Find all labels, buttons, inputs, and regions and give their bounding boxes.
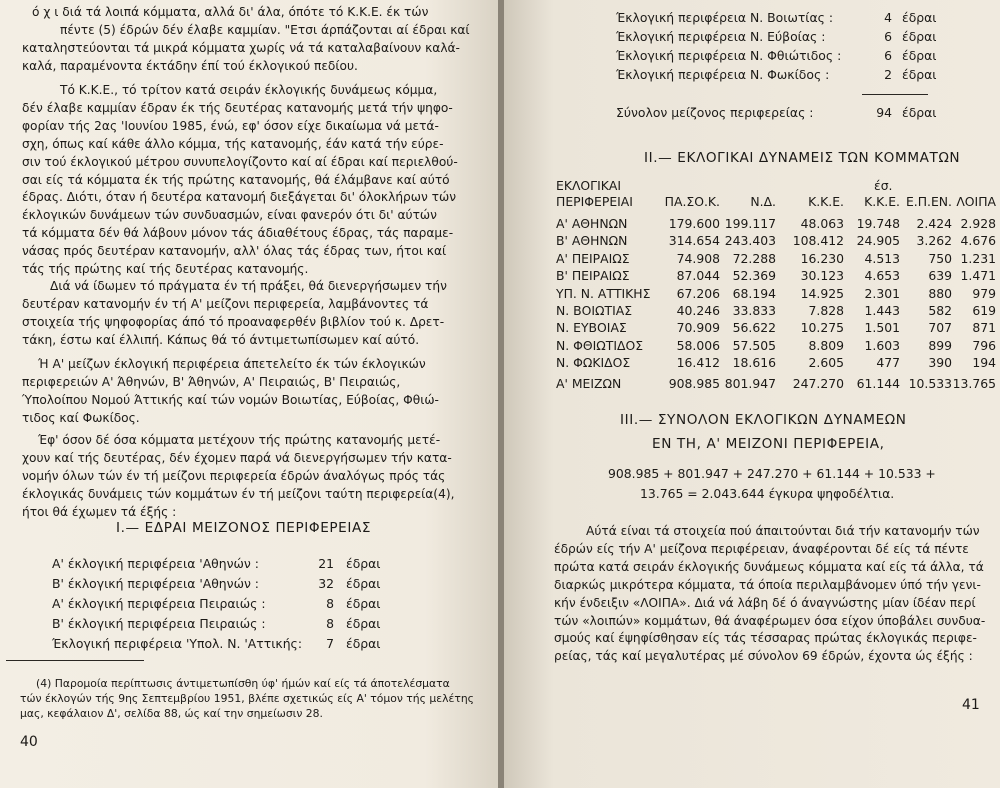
votes-cell: 72.288 <box>732 250 776 266</box>
column-header: ΠΕΡΙΦΕΡΕΙΑΙ <box>556 194 633 209</box>
left-paragraph-3: Διά νά ίδωμεν τό πράγματα έν τή πράξει, θά διενεργήσωμεν τήν δευτέραν κατανομήν έν τή Α' μείζονι περιφερεία, λαμβάνοντες τά στοιχεία τής ψηφοφορίας άπό τό προαναφερθέν βιβλίον τού κ. Δρετ- τάκη, έστω καί έλλιπή. Κάπως θά τό άντιμετωπίσωμεν καί αύτό. <box>22 279 447 347</box>
left-paragraph-4: Ή Α' μείζων έκλογική περιφέρεια άπετελείτο έκ τών έκλογικών περιφερειών Α' Άθηνών, Β' Άθηνών, Α' Πειραιώς, Β' Πειραιώς, Ύπολοίπου Νομού Άττικής καί τών νομών Βοιωτίας, Εύβοίας, Φθιώ- τιδος καί Φωκίδος. <box>22 357 439 425</box>
region-cell: Ν. ΦΩΚΙΔΟΣ <box>556 355 631 371</box>
votes-cell: 30.123 <box>800 268 844 284</box>
votes-cell: 1.501 <box>864 320 900 336</box>
region-cell: Β' ΠΕΙΡΑΙΩΣ <box>556 268 630 284</box>
left-paragraph-2: Τό Κ.Κ.Ε., τό τρίτον κατά σειράν έκλογικής δυνάμεως κόμμα, δέν έλαβε καμμίαν έδραν έκ τής δευτέρας κατανομής μετά τήν ψηφο- φορίαν τής 2ας 'Ιουνίου 1985, ένώ, εφ' όσον είχε δικαίωμα νά μετά- σχη, όπως καί κάθε άλλο κόμμα, τής κατανομής, έάν κατά τήν εύρε- σιν τού έκλογικού μέτρου συνυπελογίζοντο καί αί έδραι καί περιελθού- σαι είς τά κόμματα έκ τής πρώτης κατανομής, θά έλάμβανε καί αύτό έδρας. Διότι, όταν ή δευτέρα κατανομή διεξάγεται δι' όλοκλήρων τών έκλογικών δυνάμεων τών συνδυασμών, είναι φανερόν ότι δι' αύτών τά κόμματα δέν θά λάβουν μόνον τάς άδιαθέτους έδρας, τάς παραμε- νάσας πρός δευτέραν κατανομήν, αλλ' όλας τάς έδρας των, ήτοι καί τάς τής πρώτης καί τής δευτέρας κατανομής. <box>22 83 458 277</box>
votes-cell: 74.908 <box>676 250 720 266</box>
votes-cell: 1.443 <box>864 303 900 318</box>
votes-cell: 87.044 <box>676 268 720 284</box>
sum-line-1: 908.985 + 801.947 + 247.270 + 61.144 + 10.533 + <box>608 466 936 481</box>
right-paragraph: Αύτά είναι τά στοιχεία πού άπαιτούνται διά τήν κατανομήν τών έδρών είς τήν Α' μείζονα περιφέρειαν, άναφέρονται δέ είς τά πέντε πρώτα κατά σειράν έκλογικής δυνάμεως κόμματα καί είς τά άλλα, τά διαρκώς μικρότερα κόμματα, τά όποία περιλαμβάνομεν ύπό τήν γενι- κήν ένδειξιν «ΛΟΙΠΑ». Διά νά λάβη δέ ό άναγνώστης μίαν ίδέαν περί τών «λοιπών» κομμάτων, θά άναφέρωμεν όσα είχον ύποβάλει συνδυα- σμούς καί έψηφίσθησαν είς τάς τέσσαρας πρώτας έκλογικάς περιφε- ρείας, τάς καί μεγαλυτέρας μέ σύνολον 69 έδρών, έχοντα ώς έξής : <box>554 524 986 664</box>
votes-cell: 314.654 <box>668 233 720 249</box>
footnote: (4) Παρομοία περίπτωσις άντιμετωπίσθη ύφ' ήμών καί είς τά άποτελέσματα τών έκλογών τής 9ης Σεπτεμβρίου 1951, βλέπε σχετικώς είς Α' τόμον τής μελέτης μας, κεφάλαιον Δ', σελίδα 88, ώς καί την σημείωσιν 28. <box>20 677 475 720</box>
forces-heading: ΙΙ.— ΕΚΛΟΓΙΚΑΙ ΔΥΝΑΜΕΙΣ ΤΩΝ ΚΟΜΜΑΤΩΝ <box>644 150 961 166</box>
column-header: ΠΑ.ΣΟ.Κ. <box>664 194 720 209</box>
votes-cell: 707 <box>928 320 952 336</box>
left-paragraph-1: ό χ ι διά τά λοιπά κόμματα, αλλά δι' άλα, όπότε τό Κ.Κ.Ε. έκ τών πέντε (5) έδρών δέν έλαβε καμμίαν. "Ετσι άρπάζονται αί έδραι καί καταληστεύονται τά μικρά κόμματα χωρίς νά τά καταλαβαίνουν καλά- καλά, παραμένοντα έκτάδην έπί τού έκλογικού πεδίου. <box>22 5 470 73</box>
votes-cell: 2.301 <box>864 285 900 301</box>
votes-cell: 68.194 <box>732 285 776 301</box>
totals-heading-1: ΙΙΙ.— ΣΥΝΟΛΟΝ ΕΚΛΟΓΙΚΩΝ ΔΥΝΑΜΕΩΝ <box>620 412 907 428</box>
votes-cell: 16.412 <box>676 355 720 371</box>
region-cell: Β' ΑΘΗΝΩΝ <box>556 233 628 249</box>
votes-cell: 880 <box>928 285 952 301</box>
region-cell: Ν. ΦΘΙΩΤΙΔΟΣ <box>556 337 644 353</box>
votes-cell: 390 <box>928 355 952 371</box>
votes-cell: 4.513 <box>864 250 900 266</box>
votes-cell: 40.246 <box>676 303 720 318</box>
votes-cell: 48.063 <box>800 216 844 231</box>
votes-cell: 67.206 <box>676 285 720 301</box>
votes-cell: 582 <box>928 303 952 318</box>
votes-cell: 8.809 <box>808 337 844 353</box>
votes-cell: 2.605 <box>808 355 844 371</box>
votes-cell: 796 <box>972 337 996 353</box>
seats-heading: Ι.— ΕΔΡΑΙ ΜΕΙΖΟΝΟΣ ΠΕΡΙΦΕΡΕΙΑΣ <box>116 520 372 536</box>
votes-cell: 24.905 <box>856 233 900 249</box>
votes-cell: 1.603 <box>864 337 900 353</box>
region-cell: Ν. ΒΟΙΩΤΙΑΣ <box>556 303 633 318</box>
votes-cell: 199.117 <box>724 216 776 231</box>
votes-cell: 979 <box>972 285 996 301</box>
votes-cell: 18.616 <box>732 355 776 371</box>
votes-cell: 194 <box>972 355 996 371</box>
column-header: Κ.Κ.Ε. <box>808 194 844 209</box>
region-cell: Α' ΑΘΗΝΩΝ <box>556 216 628 231</box>
votes-cell: 70.909 <box>676 320 720 336</box>
left-paragraph-5: Έφ' όσον δέ όσα κόμματα μετέχουν τής πρώτης κατανομής μετέ- χουν καί τής δευτέρας, δέν έχομεν παρά νά διενεργήσωμεν τήν κατα- νομήν όλων τών έν τή μείζονι περιφερεία έδρών άναλόγως πρός τάς έκλογικάς δυνάμεις τών κομμάτων έν τή μείζονι ταύτη περιφερεία(4), ήτοι θά έχωμεν τά έξής : <box>22 433 455 519</box>
votes-cell: 16.230 <box>800 250 844 266</box>
footnote-rule <box>6 660 144 661</box>
votes-cell: 3.262 <box>916 233 952 249</box>
column-header: Ν.Δ. <box>750 194 776 209</box>
column-header: Κ.Κ.Ε. <box>864 194 900 209</box>
votes-cell: 58.006 <box>676 337 720 353</box>
votes-cell: 4.676 <box>960 233 996 249</box>
votes-cell: 243.403 <box>724 233 776 249</box>
votes-cell: 108.412 <box>792 233 844 249</box>
sum-line-2: 13.765 = 2.043.644 έγκυρα ψηφοδέλτια. <box>640 486 895 501</box>
votes-cell: 1.231 <box>960 250 996 266</box>
right-page: Έκλογική περιφέρεια Ν. Βοιωτίας : 4 έδραι Έκλογική περιφέρεια Ν. Εύβοίας : 6 έδραι Έκλογική περιφέρεια Ν. Φθιώτιδος : 6 έδραι Έκλογική περιφέρεια Ν. Φωκίδος : 2 έδραι Σύνολον μείζονος περιφερείας : 94 έδραι ΙΙ.— ΕΚΛΟΓΙΚΑΙ ΔΥΝΑΜΕΙΣ ΤΩΝ ΚΟΜΜΑΤΩΝ ΕΚΛΟΓΙΚΑΙ έσ. ΠΕΡΙΦΕΡΕΙΑΙ ΠΑ.ΣΟ.Κ. Ν.Δ. Κ.Κ.Ε. Κ.Κ.Ε. Ε.Π.ΕΝ. ΛΟΙΠΑ Α' ΑΘΗΝΩΝ 179.600 199.117 48.063 19.748 2.424 2.928 Β' ΑΘΗΝΩΝ 314.654 243.403 108.412 24.905 3.262 4.676 Α' ΠΕΙΡΑΙΩΣ 74.908 72.288 16.230 4.513 750 1.231 Β' ΠΕΙΡΑΙΩΣ 87.044 52.369 30.123 4.653 639 1.471 ΥΠ. Ν. ΑΤΤΙΚΗΣ 67.206 68.194 14.925 2.301 880 979 Ν. ΒΟΙΩΤΙΑΣ 40.246 33.833 7.828 1.443 582 619 Ν. ΕΥΒΟΙΑΣ 70.909 56.622 10.275 1.501 707 871 Ν. ΦΘΙΩΤΙΔΟΣ 58.006 57.505 8.809 1.603 899 796 Ν. ΦΩΚΙΔΟΣ 16.412 18.616 2.605 477 390 194 Α' ΜΕΙΖΩΝ 908.985 801.947 247.270 61.144 10.533 13.765 ΙΙΙ.— ΣΥΝΟΛΟΝ ΕΚΛΟΓΙΚΩΝ ΔΥΝΑΜΕΩΝ ΕΝ ΤΗ, Α' ΜΕΙΖΟΝΙ ΠΕΡΙΦΕΡΕΙΑ, 908.985 + 801.947 + 247.270 + 61.144 + 10.533 + 13.765 = 2.043.644 έγκυρα ψηφοδέλτια. Αύτά είναι τά στοιχεία πού άπαιτούνται διά τήν κατανομήν τών έδρών είς τήν Α' μείζονα περιφέρειαν, άναφέρονται δέ είς τά πέντε πρώτα κατά σειράν έκλογικής δυνάμεως κόμματα καί είς τά άλλα, τά διαρκώς μικρότερα κόμματα, τά όποία περιλαμβάνομεν ύπό τήν γενι- κήν ένδειξιν «ΛΟΙΠΑ». Διά νά λάβη δέ ό άναγνώστης μίαν ίδέαν περί τών «λοιπών» κομμάτων, θά άναφέρωμεν όσα είχον ύποβάλει συνδυα- σμούς καί έψηφίσθησαν είς τάς τέσσαρας πρώτας έκλογικάς περιφε- ρείας, τάς καί μεγαλυτέρας μέ σύνολον 69 έδρών, έχοντα ώς έξής : 41 <box>504 0 1000 788</box>
column-header: Ε.Π.ΕΝ. <box>905 194 952 209</box>
votes-cell: 1.471 <box>960 268 996 284</box>
votes-cell: 7.828 <box>808 303 844 318</box>
left-page: ό χ ι διά τά λοιπά κόμματα, αλλά δι' άλα, όπότε τό Κ.Κ.Ε. έκ τών πέντε (5) έδρών δέν έλαβε καμμίαν. "Ετσι άρπάζονται αί έδραι καί καταληστεύονται τά μικρά κόμματα χωρίς νά τά καταλαβαίνουν καλά- καλά, παραμένοντα έκτάδην έπί τού έκλογικού πεδίου. Τό Κ.Κ.Ε., τό τρίτον κατά σειράν έκλογικής δυνάμεως κόμμα, δέν έλαβε καμμίαν έδραν έκ τής δευτέρας κατανομής μετά τήν ψηφο- φορίαν τής 2ας 'Ιουνίου 1985, ένώ, εφ' όσον είχε δικαίωμα νά μετά- σχη, όπως καί κάθε άλλο κόμμα, τής κατανομής, έάν κατά τήν εύρε- σιν τού έκλογικού μέτρου συνυπελογίζοντο καί αί έδραι καί περιελθού- σαι είς τά κόμματα έκ τής πρώτης κατανομής, θά έλάμβανε καί αύτό έδρας. Διότι, όταν ή δευτέρα κατανομή διεξάγεται δι' όλοκλήρων τών έκλογικών δυνάμεων τών συνδυασμών, είναι φανερόν ότι δι' αύτών τά κόμματα δέν θά λάβουν μόνον τάς άδιαθέτους έδρας, τάς παραμε- νάσας πρός δευτέραν κατανομήν, αλλ' όλας τάς έδρας των, ήτοι καί τάς τής πρώτης καί τής δευτέρας κατανομής. Διά νά ίδωμεν τό πράγματα έν τή πράξει, θά διενεργήσωμεν τήν δευτέραν κατανομήν έν τή Α' μείζονι περιφερεία, λαμβάνοντες τά στοιχεία τής ψηφοφορίας άπό τό προαναφερθέν βιβλίον τού κ. Δρετ- τάκη, έστω καί έλλιπή. Κάπως θά τό άντιμετωπίσωμεν καί αύτό. Ή Α' μείζων έκλογική περιφέρεια άπετελείτο έκ τών έκλογικών περιφερειών Α' Άθηνών, Β' Άθηνών, Α' Πειραιώς, Β' Πειραιώς, Ύπολοίπου Νομού Άττικής καί τών νομών Βοιωτίας, Εύβοίας, Φθιώ- τιδος καί Φωκίδος. Έφ' όσον δέ όσα κόμματα μετέχουν τής πρώτης κατανομής μετέ- χουν καί τής δευτέρας, δέν έχομεν παρά νά διενεργήσωμεν τήν κατα- νομήν όλων τών έν τή μείζονι περιφερεία έδρών άναλόγως πρός τάς έκλογικάς δυνάμεις τών κομμάτων έν τή μείζονι ταύτη περιφερεία(4), ήτοι θά έχωμεν τά έξής : Ι.— ΕΔΡΑΙ ΜΕΙΖΟΝΟΣ ΠΕΡΙΦΕΡΕΙΑΣ Α' έκλογική περιφέρεια 'Αθηνών : 21 έδραι Β' έκλογική περιφέρεια 'Αθηνών : 32 έδραι Α' έκλογική περιφέρεια Πειραιώς : 8 έδραι Β' έκλογική περιφέρεια Πειραιώς : 8 έδραι Έκλογική περιφέρεια 'Υπολ. Ν. 'Αττικής: 7 έδραι (4) Παρομοία περίπτωσις άντιμετωπίσθη ύφ' ήμών καί είς τά άποτελέσματα τών έκλογών τής 9ης Σεπτεμβρίου 1951, βλέπε σχετικώς είς Α' τόμον τής μελέτης μας, κεφάλαιον Δ', σελίδα 88, ώς καί την σημείωσιν 28. 40 <box>0 0 500 788</box>
votes-cell: 33.833 <box>732 303 776 318</box>
total-rule <box>862 94 928 95</box>
votes-cell: 14.925 <box>800 285 844 301</box>
votes-cell: 57.505 <box>732 337 776 353</box>
votes-cell: 619 <box>972 303 996 318</box>
page-number-right: 41 <box>962 697 980 713</box>
votes-cell: 2.928 <box>960 216 996 231</box>
votes-cell: 19.748 <box>856 216 900 231</box>
votes-cell: 2.424 <box>916 216 952 231</box>
votes-cell: 179.600 <box>668 216 720 231</box>
votes-cell: 871 <box>972 320 996 336</box>
page-number-left: 40 <box>20 734 38 750</box>
votes-cell: 10.275 <box>800 320 844 336</box>
region-cell: Α' ΠΕΙΡΑΙΩΣ <box>556 250 630 266</box>
votes-cell: 750 <box>928 250 952 266</box>
region-cell: Ν. ΕΥΒΟΙΑΣ <box>556 320 627 336</box>
totals-heading-2: ΕΝ ΤΗ, Α' ΜΕΙΖΟΝΙ ΠΕΡΙΦΕΡΕΙΑ, <box>652 436 885 452</box>
votes-cell: 52.369 <box>732 268 776 284</box>
votes-cell: 899 <box>928 337 952 353</box>
votes-cell: 477 <box>876 355 900 371</box>
column-header: ΛΟΙΠΑ <box>956 194 996 209</box>
votes-cell: 4.653 <box>864 268 900 284</box>
votes-cell: 56.622 <box>732 320 776 336</box>
region-cell: ΥΠ. Ν. ΑΤΤΙΚΗΣ <box>556 285 651 301</box>
votes-cell: 639 <box>928 268 952 284</box>
